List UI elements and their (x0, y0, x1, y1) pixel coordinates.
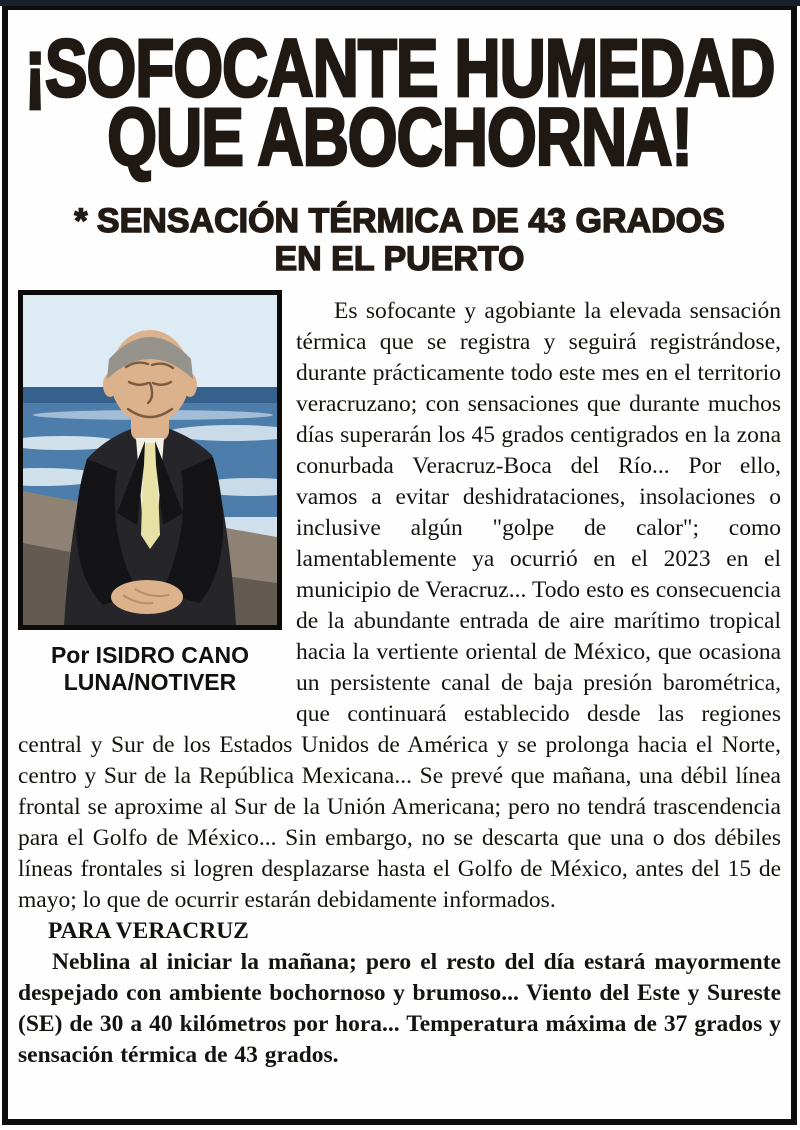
man-hands (111, 580, 183, 614)
portrait-photo (18, 290, 282, 630)
subheadline (18, 202, 781, 278)
subheadline-line-2: EN EL PUERTO (274, 240, 525, 278)
byline (18, 642, 282, 696)
man-ear-left (103, 373, 117, 397)
page-frame (2, 4, 797, 1125)
article-body (18, 296, 781, 1071)
forecast-paragraph: Neblina al iniciar la mañana; pero el resto del día estará mayormente despejado con ambiente bochornoso y brumoso... Viento del Este y Sureste (SE) de 30 a 40 kilómetros por hora... Temperatura máxima de 37 grados y sensación térmica de 43 grados. (18, 949, 781, 1068)
headline-line-2: QUE ABOCHORNA! (107, 91, 692, 183)
byline-line-2: LUNA/NOTIVER (63, 669, 237, 695)
top-edge-strip (0, 0, 800, 6)
subheadline-line-1: * SENSACIÓN TÉRMICA DE 43 GRADOS (74, 202, 725, 240)
man-ear-right (183, 373, 197, 397)
photo-figure (18, 290, 282, 696)
lead-paragraph: Es sofocante y agobiante la elevada sensación térmica que se registra y seguirá registrándose, durante prácticamente todo este mes en el territorio veracruzano; con sensaciones que durante muchos días superarán los 45 grados centigrados en la zona conurbada Veracruz-Boca del Río... Por ello, vamos a evitar deshidrataciones, insolaciones o inclusive algún "golpe de calor"; como lamentablemente ya ocurrió en el 2023 en el municipio de Veracruz... Todo esto es consecuencia de la abundante entrada de aire marítimo tropical hacia la vertiente oriental de México, que ocasiona un persistente canal de baja presión barométrica, que continuará establecido desde las regiones central y Sur de los Estados Unidos de América y se prolonga hacia el Norte, centro y Sur de la República Mexicana... Se prevé que mañana, una débil línea frontal se aproxime al Sur de la Unión Americana; pero no tendrá trascendencia para el Golfo de México... Sin embargo, no se descarta que una o dos débiles líneas frontales si logren desplazarse hasta el Golfo de México, antes del 15 de mayo; lo que de ocurrir estarán debidamente informados. (18, 298, 781, 913)
headline (18, 22, 781, 183)
section-heading: PARA VERACRUZ (48, 918, 249, 944)
headline-line-1: ¡SOFOCANTE HUMEDAD (24, 22, 775, 115)
byline-line-1: Por ISIDRO CANO (50, 642, 250, 668)
